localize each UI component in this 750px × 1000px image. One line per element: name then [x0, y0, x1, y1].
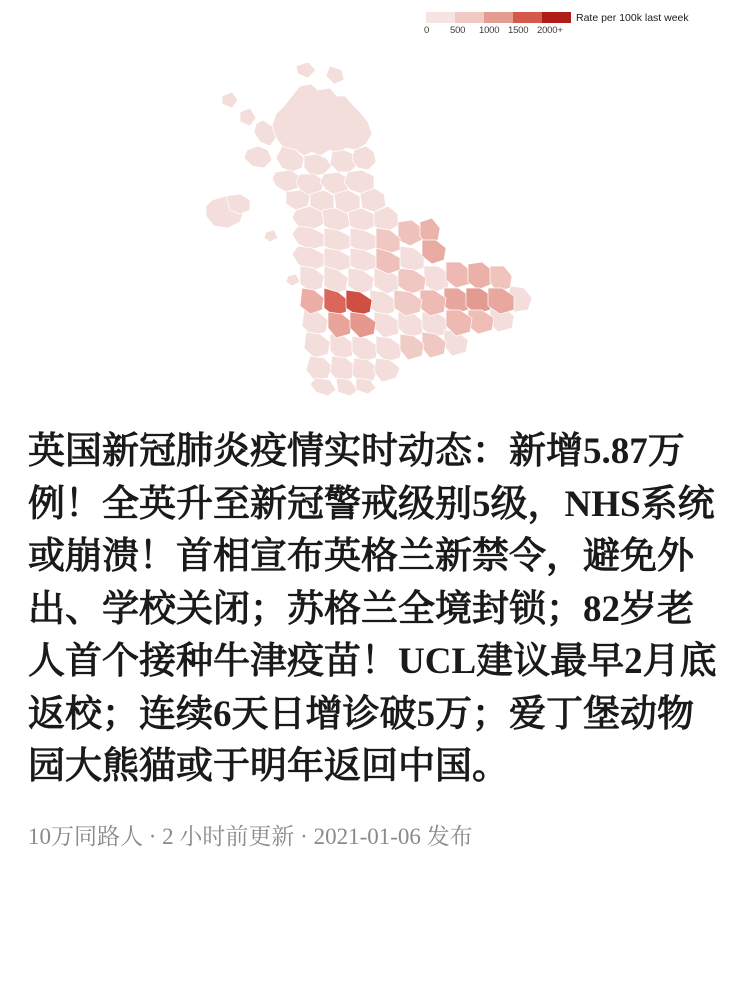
legend-caption: Rate per 100k last week	[576, 12, 689, 24]
article-body	[0, 426, 750, 854]
page-title: 英国新冠肺炎疫情实时动态：新增5.87万例！全英升至新冠警戒级别5级，NHS系统或崩溃！首相宣布英格兰新禁令，避免外出、学校关闭；苏格兰全境封锁；82岁老人首个接种牛津疫苗！UCL建议最早2月底返校；连续6天日增诊破5万；爱丁堡动物园大熊猫或于明年返回中国。	[28, 431, 717, 788]
legend-swatch-0	[426, 12, 455, 23]
legend-tick-labels	[426, 25, 571, 36]
legend-tick-1: 500	[450, 25, 466, 36]
legend-swatch-3	[513, 12, 542, 23]
uk-choropleth-map	[0, 0, 750, 408]
map-legend	[426, 12, 689, 46]
map-container[interactable]	[0, 0, 750, 408]
legend-tick-3: 1500	[508, 25, 529, 36]
legend-tick-2: 1000	[479, 25, 500, 36]
legend-swatch-2	[484, 12, 513, 23]
legend-scale	[426, 12, 571, 36]
legend-tick-4: 2000+	[537, 25, 563, 36]
legend-swatch-1	[455, 12, 484, 23]
legend-tick-0: 0	[424, 25, 430, 36]
legend-color-bar	[426, 12, 571, 23]
article-byline: 10万同路人 · 2 小时前更新 · 2021-01-06 发布	[28, 823, 473, 849]
legend-swatch-4	[542, 12, 571, 23]
